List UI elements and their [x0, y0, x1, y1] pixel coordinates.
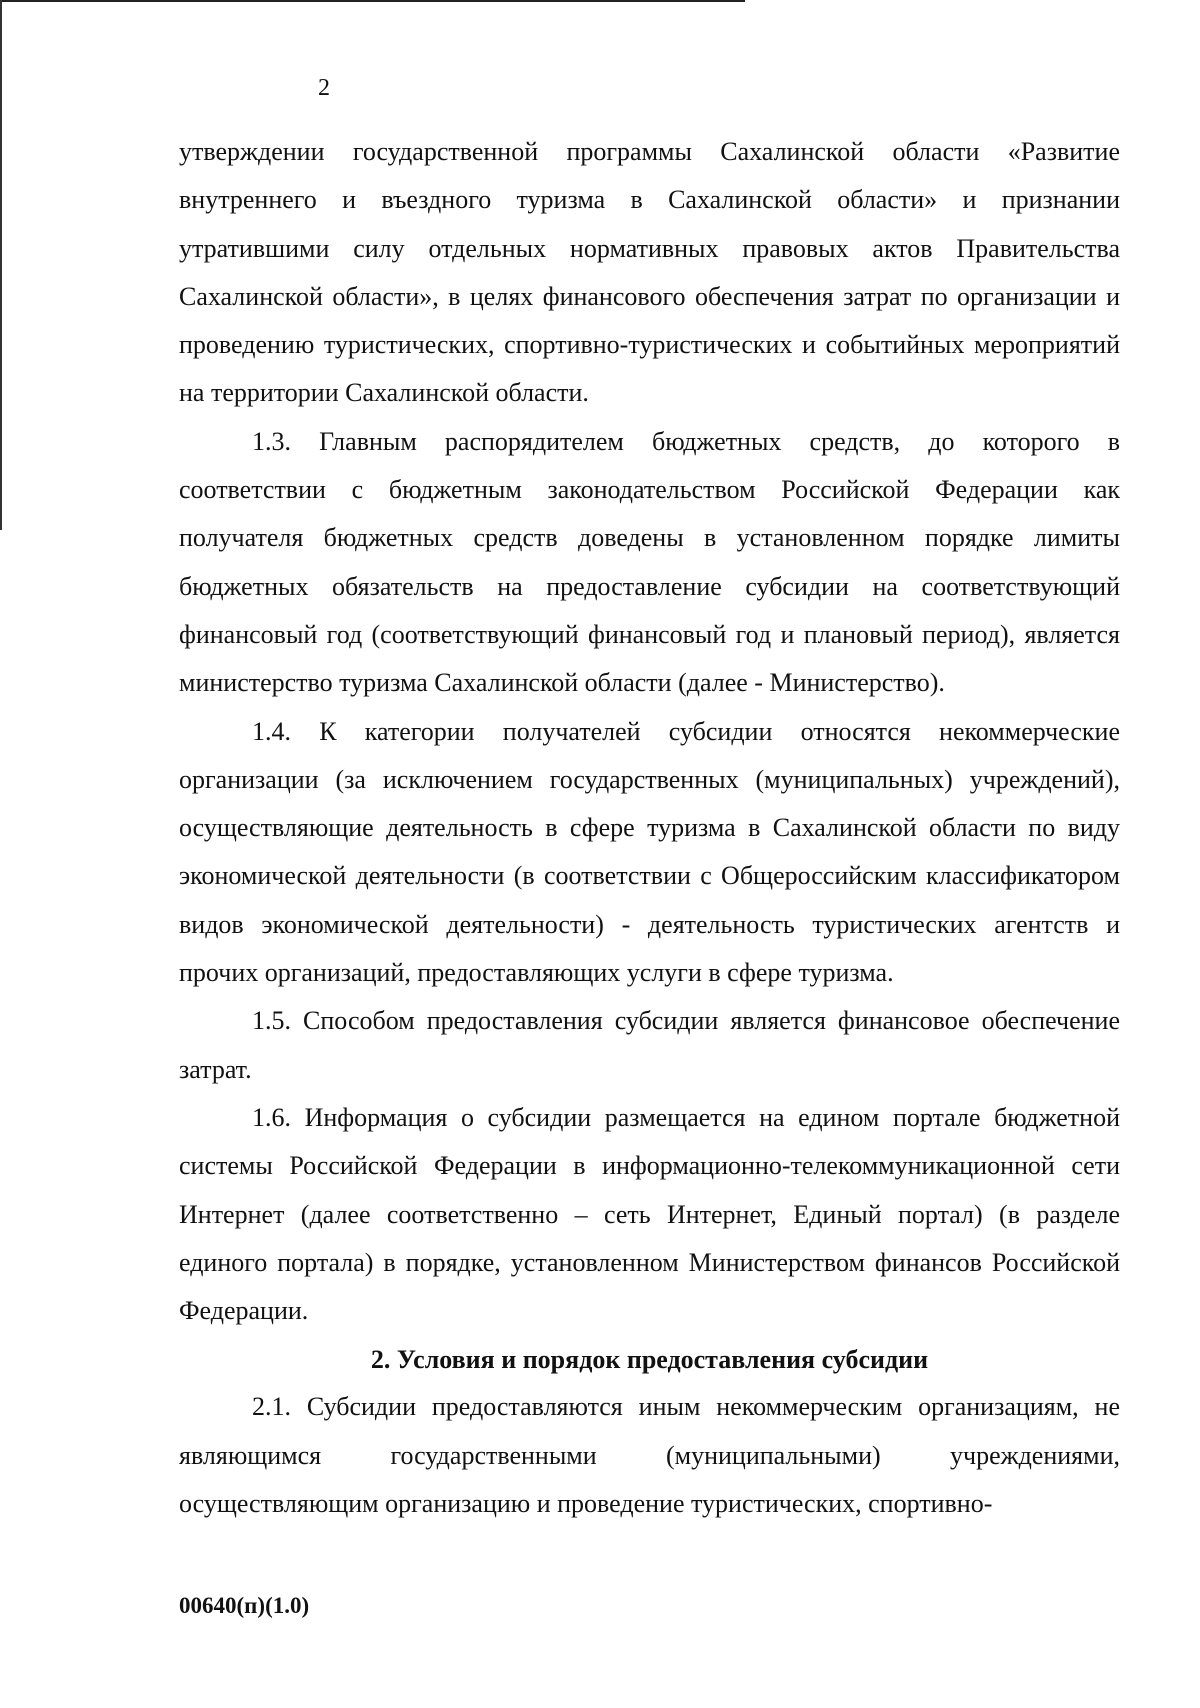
paragraph-2-1: 2.1. Субсидии предоставляются иным некоммерческим организациям, не являющимся государственными (муниципальными) учреждениями, осуществляющим организацию и проведение туристических, спортивно- [179, 1392, 1120, 1519]
section-heading: 2. Условия и порядок предоставления субсидии [370, 1345, 929, 1375]
document-body [179, 128, 1120, 1528]
paragraph-continuation: утверждении государственной программы Сахалинской области «Развитие внутреннего и въездного туризма в Сахалинской области» и признании утратившими силу отдельных нормативных правовых актов Правительства Сахалинской области», в целях финансового обеспечения затрат по организации и проведению туристических, спортивно-туристических и событийных мероприятий на территории Сахалинской области. [179, 137, 1120, 408]
document-code: 00640(п)(1.0) [179, 1593, 310, 1618]
paragraph-1-3: 1.3. Главным распорядителем бюджетных средств, до которого в соответствии с бюджетным законодательством Российской Федерации как получателя бюджетных средств доведены в установленном порядке лимиты бюджетных обязательств на предоставление субсидии на соответствующий финансовый год (соответствующий финансовый год и плановый период), является министерство туризма Сахалинской области (далее - Министерство). [179, 426, 1120, 698]
page-number [0, 74, 1200, 102]
paragraph-1-6: 1.6. Информация о субсидии размещается на едином портале бюджетной системы Российской Федерации в информационно-телекоммуникационной сети Интернет (далее соответственно – сеть Интернет, Единый портал) (в разделе единого портала) в порядке, установленном Министерством финансов Российской Федерации. [179, 1102, 1120, 1326]
scan-border-top [0, 0, 745, 2]
page-number-text: 2 [318, 75, 330, 101]
paragraph-1-5: 1.5. Способом предоставления субсидии является финансовое обеспечение затрат. [179, 1006, 1120, 1084]
paragraph-1-4: 1.4. К категории получателей субсидии относятся некоммерческие организации (за исключением государственных (муниципальных) учреждений), осуществляющие деятельность в сфере туризма в Сахалинской области по виду экономической деятельности (в соответствии с Общероссийским классификатором видов экономической деятельности) - деятельность туристических агентств и прочих организаций, предоставляющих услуги в сфере туризма. [179, 716, 1120, 988]
